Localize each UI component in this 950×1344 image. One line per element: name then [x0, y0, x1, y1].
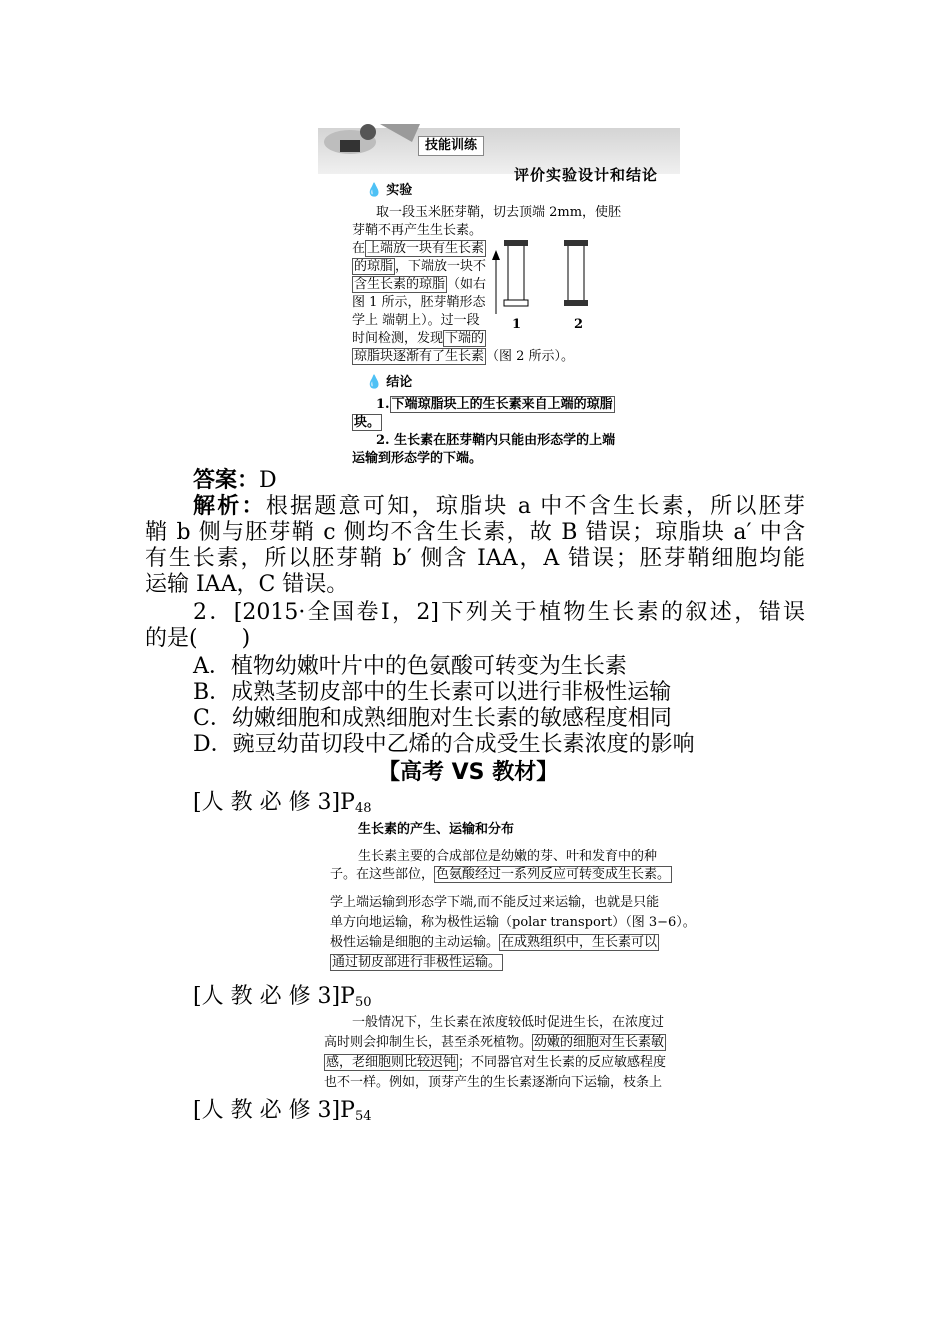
textbook-excerpt-p50 — [322, 1012, 672, 1096]
option-a: A．植物幼嫩叶片中的色氨酸可转变为生长素 — [193, 654, 627, 679]
highlight-box: 通过韧皮部进行非极性运输。 — [332, 955, 502, 970]
coleoptile-1 — [504, 240, 528, 306]
textbook-reference: [人 教 必 修 $3]P_{54}$ — [193, 1098, 372, 1124]
highlight-box: 琼脂块逐渐有了生长素 — [354, 349, 485, 364]
highlight-box: 上端放一块有生长素 — [367, 241, 485, 256]
up-arrow-icon — [492, 250, 500, 314]
conclusion-line: 1. 下端琼脂块上的生长素来自上端的琼脂 — [376, 397, 613, 412]
textbook-excerpt-p48 — [328, 818, 696, 978]
highlight-box: 含生长素的琼脂 — [354, 277, 446, 292]
excerpt-line: 极性运输是细胞的主动运输。 在成熟组织中，生长素可以 — [330, 935, 658, 950]
excerpt-line — [330, 954, 503, 972]
textbook-reference: [人 教 必 修 $3]P_{50}$ — [193, 984, 372, 1010]
drop-icon: 💧 — [366, 183, 383, 198]
option-d: D．豌豆幼苗切段中乙烯的合成受生长素浓度的影响 — [193, 732, 695, 757]
analysis-line: 有生长素，所以胚芽鞘 b′ 侧含 IAA，A 错误；胚芽鞘细胞均能 — [145, 546, 805, 571]
experiment-line: 时间检测，发现 下端的 — [352, 331, 485, 346]
section-conclusion: 💧 结论 — [366, 375, 413, 390]
question-stem: 的是( ) — [145, 626, 251, 651]
answer-label: 答案： — [193, 468, 260, 493]
option-c: C．幼嫩细胞和成熟细胞对生长素的敏感程度相同 — [193, 706, 672, 731]
excerpt-line: 感，老细胞则比较迟钝 ；不同器官对生长素的反应敏感程度 — [326, 1055, 667, 1070]
highlight-box: 下端琼脂块上的生长素来自上端的琼脂 — [391, 397, 613, 412]
figure-label-1: 1 — [512, 317, 522, 332]
excerpt-line: 也不一样。例如，顶芽产生的生长素逐渐向下运输，枝条上 — [324, 1075, 663, 1090]
coleoptile-2 — [564, 240, 588, 306]
experiment-line: 在 上端放一块有生长素 — [352, 241, 485, 256]
highlight-box: 感，老细胞则比较迟钝 — [326, 1055, 457, 1070]
experiment-line: 图 1 所示，胚芽鞘形态 — [352, 295, 486, 310]
highlight-box: 下端的 — [445, 331, 485, 346]
textbook-reference: [人 教 必 修 $3]P_{48}$ — [193, 790, 372, 816]
figure-heading: 评价实验设计和结论 — [514, 166, 659, 184]
highlight-box: 在成熟组织中，生长素可以 — [501, 935, 658, 950]
highlight-box: 块。 — [354, 415, 381, 430]
analysis-line: 鞘 b 侧与胚芽鞘 c 侧均不含生长素，故 B 错误；琼脂块 a′ 中含 — [145, 520, 805, 545]
conclusion-line: 运输到形态学的下端。 — [352, 451, 483, 466]
experiment-line: 的琼脂 ，下端放一块不 — [354, 259, 487, 274]
highlight-box: 的琼脂 — [354, 259, 394, 274]
coleoptile-diagram — [478, 234, 608, 334]
experiment-line: 取一段玉米胚芽鞘，切去顶端 2mm，使胚 — [376, 205, 622, 220]
section-experiment: 💧 实验 — [366, 183, 413, 198]
textbook-figure-skill-training — [318, 118, 680, 470]
excerpt-line: 生长素主要的合成部位是幼嫩的芽、叶和发育中的种 — [358, 849, 658, 864]
excerpt-line: 学上端运输到形态学下端,而不能反过来运输，也就是只能 — [330, 895, 660, 910]
experiment-line: 含生长素的琼脂 （如右 — [354, 277, 487, 292]
option-b: B．成熟茎韧皮部中的生长素可以进行非极性运输 — [193, 680, 672, 705]
excerpt-line: 高时则会抑制生长，甚至杀死植物。 幼嫩的细胞对生长素敏 — [324, 1035, 665, 1050]
experiment-line: 芽鞘不再产生生长素。 — [352, 223, 483, 238]
drop-icon: 💧 — [366, 375, 383, 390]
excerpt-line: 子。在这些部位， 色氨酸经过一系列反应可转变成生长素。 — [330, 867, 671, 882]
analysis-line: 解析：根据题意可知，琼脂块 a 中不含生长素，所以胚芽 — [193, 494, 805, 519]
experiment-line: 琼脂块逐渐有了生长素 （图 2 所示）。 — [354, 349, 575, 364]
experiment-line: 学上 端朝上）。过一段 — [352, 313, 480, 328]
answer-line — [193, 468, 277, 494]
analysis-label: 解析： — [193, 494, 266, 519]
decorative-plant-icon — [320, 120, 430, 160]
section-title: 【高考 VS 教材】 — [378, 760, 559, 785]
analysis-line: 运输 IAA，C 错误。 — [145, 572, 349, 597]
tab-label: 技能训练 — [418, 136, 484, 156]
figure-label-2: 2 — [574, 317, 584, 332]
excerpt-line: 单方向地运输，称为极性运输（polar transport）（图 3−6）。 — [330, 915, 696, 930]
excerpt-line: 一般情况下，生长素在浓度较低时促进生长，在浓度过 — [352, 1015, 665, 1030]
excerpt-title: 生长素的产生、运输和分布 — [358, 822, 515, 837]
conclusion-line: 2. 生长素在胚芽鞘内只能由形态学的上端 — [376, 433, 616, 448]
conclusion-line — [352, 414, 382, 432]
highlight-box: 色氨酸经过一系列反应可转变成生长素。 — [436, 867, 671, 882]
answer-value: D — [259, 468, 277, 493]
highlight-box: 幼嫩的细胞对生长素敏 — [534, 1035, 665, 1050]
question-stem: 2．[2015·全国卷Ⅰ，2]下列关于植物生长素的叙述，错误 — [193, 600, 805, 625]
